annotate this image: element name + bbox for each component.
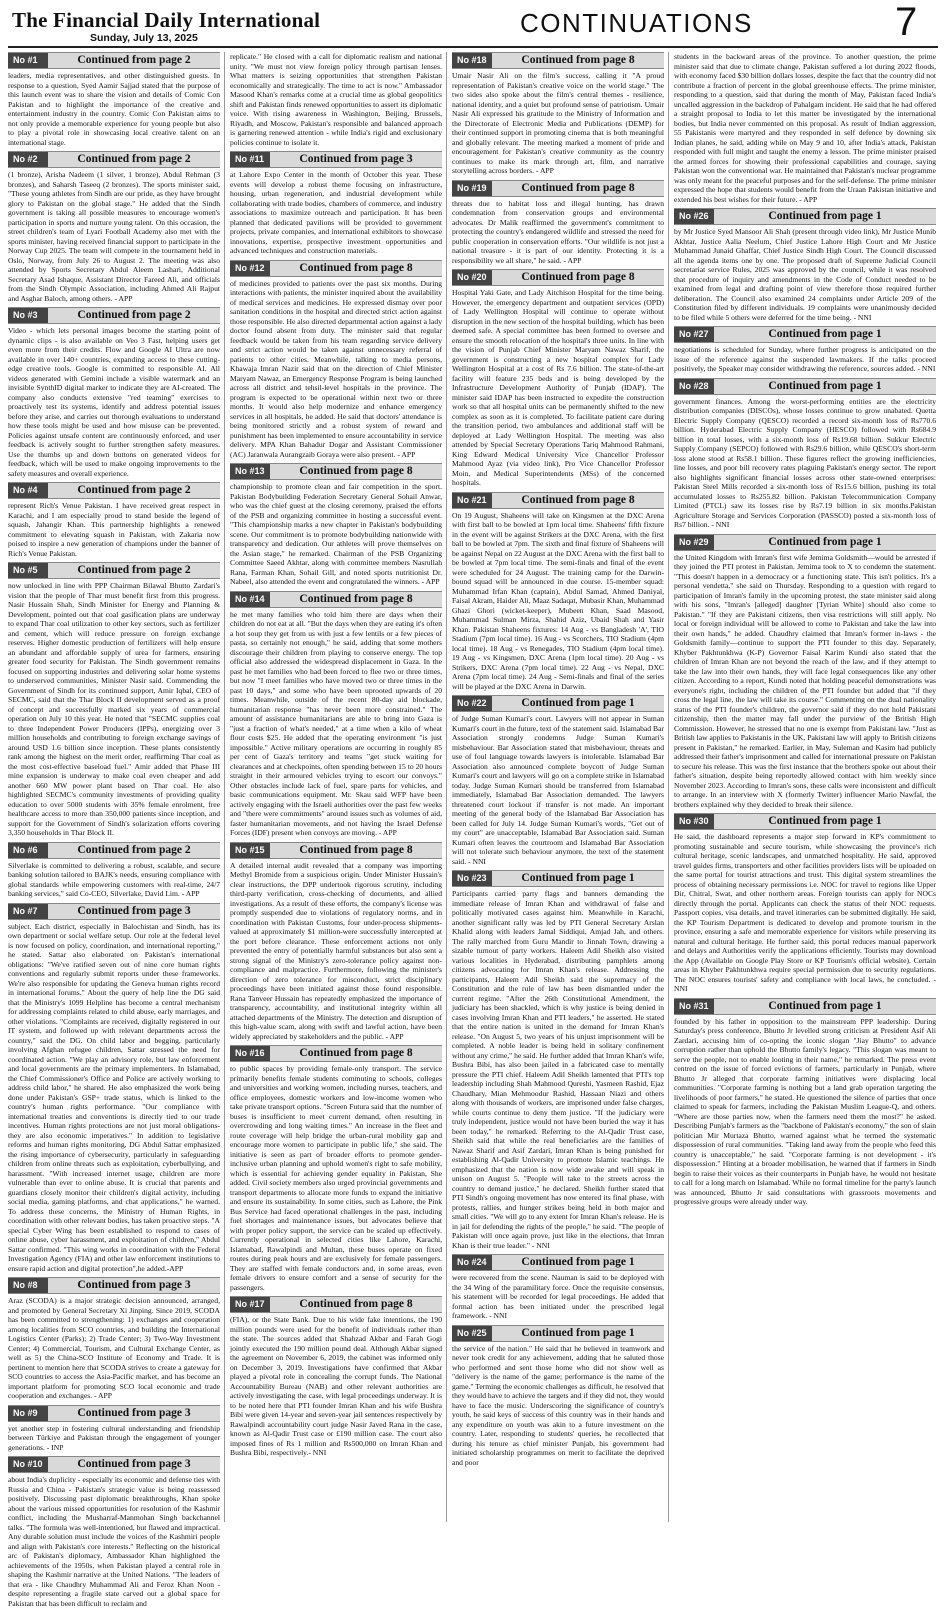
article-body: founded by his father in opposition to the mainstream PPP leadership. During Saturday's press conference, Bhutto Jr levelled strong criticism at President Asif Ali Zardari, accusing him of co-opting the iconic slogan "Jiay Bhutto" to advance corruption rather than uphold the Bhutto family's legacy. "This slogan was meant to serve the people, not to enable looting in their name," he remarked. The press event centred on the issue of forced evictions of farmers, particularly in Punjab, where Bhutto Jr alleged that corporate farming initiatives were displacing local communities. "Corporate farming is nothing but a land grab operation targeting the livelihoods of poor farmers," he stated. He questioned the silence of parties that once claimed to speak for farmers, including the Pakistan Muslim League-Q, and others. "Where are those parties now, when the farmers need them the most?" he asked. Describing Punjab's farmers as the "backbone of Pakistan's economy," the son of slain politician Mir Murtaza Bhutto, warned against what he termed the systematic dispossession of rural communities. "Taking land away from the people who feed this country is unacceptable," he said. "Corporate farming is not development - it's dispossession." Hinting at a broader mobilisation, he warned that if farmers in Sindh begin to raise their voices as their counterparts in Punjab have, he would not hesitate to call for a long march on Islamabad. While no formal timeline for the party's launch was announced, Bhutto Jr said consultations with grassroots movements and progressive groups were already under way. — [674, 1016, 936, 1206]
article — [230, 1296, 442, 1458]
article-body: negotiations is scheduled for Sunday, where further progress is anticipated on the issue of the reference against the suspended lawmakers. If the talks proceed positively, the Speaker may consider withdrawing the reference, sources added. - NNI — [674, 345, 936, 373]
article-header — [8, 842, 220, 859]
column-divider — [668, 52, 669, 1522]
article-header — [674, 378, 936, 395]
article-body: by Mr Justice Syed Mansoor Ali Shah (present through video link), Mr Justice Munib Akhtar, Justice Aalia Neelum, Chief Justice Lahore High Court and Mr Justice Muhammad Junaid Ghaffar, Chief Justice Sindh High Court. The Council discussed all the agenda items one by one. The proposed draft of Supreme Judicial Council secretariat service Rules, 2025 was approved by the council, while it was resolved that procedure of inquiry and amendments in the Code of Conduct needed to be examined from legal and drafting point of view therefore those required further deliberation. The Council also examined 24 complaints under Article 209 of the Constitution filed by different individuals. 19 complaints were unanimously decided to be filed while 5 others were deferred for the time being. - NNI — [674, 227, 936, 322]
article-header — [230, 842, 442, 859]
article-body: Umair Nasir Ali on the film's success, calling it "A proud representation of Pakistan's creative voice on the world stage." The two sides also spoke about the film's central themes - resilience, national identity, and a quiet but profound sense of patriotism. Umair Nasir Ali expressed his gratitude to the Ministry of Information and the Directorate of Electronic Media and Publications (DEMP) for their continued support in promoting cinema that is both meaningful and globally relevant. The meeting marked a moment of pride and encouragement for Pakistan's creative community as the country continues to make its mark through art, film, and narrative storytelling across borders. - APP — [452, 71, 664, 175]
article-number-tag: No #4 — [8, 483, 48, 498]
article-header — [452, 492, 664, 509]
article-body: On 19 August, Shaheens will take on Kingsmen at the DXC Arena with first ball to be bowled at 1pm local time. Shaheens' fifth fixture in the event will be against Strikers at the DXC Arena, with the first ball to be bowled at 7pm. The sixth and final fixture of Shaheens will be against Nepal on 22 August at the DXC Arena with the first ball to be bowled at 7pm local time. The semi-finals and final of the event were scheduled for 24 August. The training camp for the Darwin-bound squad will be announced in due course. 15-member squad: Muhammad Irfan Khan (captain), Abdul Samad, Ahmed Daniyal, Faisal Akram, Haider Ali, Maaz Sadaqat, Mubasir Khan, Muhammad Ghazi Ghori (wicket-keeper), Mubeen Khan, Saad Masood, Muhammad Sulman Mirza, Shahid Aziz, Ubaid Shah and Yasir Khan. Pakistan Shaheens fixtures: 14 Aug - vs Bangladesh 'A', TIO Stadium (7pm local time). 16 Aug - vs Scorchers, TIO Stadium (4pm local time). 18 Aug - vs Renegades, TIO Stadium (4pm local time). 19 Aug - vs Kingsmen, DXC Arena (1pm local time). 20 Aug - vs Strikers, DXC Arena (7pm local time). 22 Aug - vs Nepal, DXC Arena (7pm local time). 24 Aug - Semi-finals and final of the series will be played at the DXC Arena in Darwin. — [452, 510, 664, 691]
article-header — [8, 562, 220, 579]
article-header — [230, 1045, 442, 1062]
continued-from-label: Continued from page 3 — [77, 1406, 191, 1419]
continued-from-label: Continued from page 3 — [299, 153, 413, 165]
section-title: CONTINUATIONS — [520, 8, 753, 38]
article-number-tag: No #20 — [452, 270, 492, 285]
article — [230, 463, 442, 587]
article-body: were recovered from the scene. Nauman is said to be deployed with the 34 Wing of the paramilitary force. Once the requisite consensus, his statement will be recorded for legal proceedings. He added that formal action has been initiated under the prescribed legal framework. - NNI — [452, 1273, 664, 1320]
article-body: Hospital Yaki Gate, and Lady Aitchison Hospital for the time being. However, the emergency department and outpatient services (OPD) of Lady Wellington Hospital will continue to operate without disruption in the new section of the hospital building, which has been deemed safe. A special committee has been formed to oversee and ensure the smooth relocation of the hospital's three units. In line with the vision of Punjab Chief Minister Maryam Nawaz Sharif, the government is constructing a new hospital complex for Lady Wellington Hospital at a cost of Rs 7.6 billion. The state-of-the-art facility will feature 235 beds and is being developed by the Infrastructure Development Authority of Punjab (IDAP). The minister said IDAP has been instructed to expedite the construction work so that all hospital units can be permanently shifted to the new complex as soon as it is completed. To facilitate patient care during the transition period, two ambulances and additional staff will be deployed at Lady Wellington Hospital. The meeting was also attended by Special Secretary Operations Tariq Mahmood Rahmani, King Edward Medical University Vice Chancellor Professor Mahmood Ayaz (via video link), Pro Vice Chancellor Professor Moin, and Medical Superintendents (MSs) of the concerned hospitals. — [452, 288, 664, 487]
article-number-tag: No #18 — [452, 53, 492, 68]
continued-from-label: Continued from page 1 — [768, 379, 882, 392]
article-body: championship to promote clean and fair competition in the sport. Pakistan Bodybuilding Federation Secretary General Sohail Anwar, who was the chief guest at the closing ceremony, praised the efforts of the PSB and organizing committee in hosting a successful event. "This championship marks a new chapter in Pakistan's bodybuilding scene. Our commitment is to promote bodybuilding nationwide with transparency and dedication. Our athletes will prove themselves on the Asian stage," he remarked. Chairman of the PSB Organizing Committee Saeed Akhtar, along with committee members Nasrullah Rana, Farman Khan, Sohail Gill, and noted sports nutritionist Dr. Nabeel, also attended the event and congratulated the winners. - APP — [230, 482, 442, 586]
continued-from-label: Continued from page 8 — [299, 465, 413, 477]
article-body: at Lahore Expo Center in the month of October this year. These events will develop a robust theme focusing on infrastructure, housing, urban regeneration, and industrial development while collaborating with trade bodies, chambers of commerce, and industry associations to maximize outreach and participation. It has been planned that dedicated pavilions will be provided to government projects, private companies, and international exhibitors to showcase innovations, expertise, prospective investment opportunities and advanced techniques and construction materials. — [230, 170, 442, 255]
article — [674, 208, 936, 322]
article — [230, 151, 442, 256]
article-body: the United Kingdom with Imran's first wife Jemima Goldsmith—would be arrested if they joined the PTI protest in Pakistan. Jemima took to X to condemn the statement. "This doesn't happen in a democracy or a functioning state. This isn't politics. It's a personal vendetta," she said on Thursday. Responding to a question with regard to participation of Imran's family in the upcoming protest, the state minister said along with his sons, "Imran's [alleged] daughter [Tyrian White] should also come to Pakistan." "If they are Pakistani citizens, then visa restrictions will still apply. No local or foreign individual will be allowed to come to Pakistan and take the law into their own hands," he added. Chaudhry claimed that Imran's former in-laws - the Goldsmith family—continue to support the PTI founder to this day. Separately, Khyber Pakhtunkhwa (K-P) Governor Faisal Karim Kundi also stated that the children of Imran Khan are not beyond the reach of the law, and if they attempt to take the law into their own hands, they will face legal consequences like any other citizen. According to a report, Kundi noted that holding peaceful demonstrations was everyone's right, including the children of the PTI founder but added that "if they cross the legal line, the law will take its course." Commenting on the dual nationality status of the PTI founder's children, the governor said if they do not hold Pakistani citizenship, then the matter may fall under the purview of the British High Commission. However, he stressed that no one is exempt from Pakistani law. "Just as British law applies to Pakistanis in the UK, Pakistani law will apply to British citizens present in Pakistan," he remarked. Earlier, in May, Suleman and Kasim had publicly addressed their father's imprisonment and called for international pressure on Pakistan to secure his release. This was the first instance that the brothers spoke out about their father's situation, despite being reportedly allowed contact with him weekly since November 2023. According to Imran's sons, these calls were inconsistent and difficult to arrange. In an interview with X (formerly Twitter) influencer Mario Nawfal, the brothers explained why they decided to break their silence. — [674, 552, 937, 809]
article-body: Participants carried party flags and banners demanding the immediate release of Imran Khan and withdrawal of false and politically motivated cases against him. Meanwhile in Karachi, another significant rally was led by PTI General Secretary Arslan Khalid along with leaders Jamal Siddiqui, Amjad Jah, and others. The rally marched from Guru Mandir to Jinnah Town, drawing a sizable turnout of party workers. Haleem Adil Sheikh also visited various localities in Hyderabad, distributing pamphlets among citizens advocating for Imran Khan's release. Addressing the participants, Haleem Adil Sheikh said the supremacy of the Constitution and the rule of law has been dismantled under the current regime. "After the 26th Constitutional Amendment, the judiciary has been shackled, which is why justice is being denied in cases involving Imran Khan and PTI leaders," he asserted. He stated that the entire nation is united in the demand for Imran Khan's release. "On August 5, two years of his unjust imprisonment will be completed. A noble leader is being held in solitary confinement without any crime," he said. He further added that Imran Khan's wife, Bushra Bibi, has also been jailed in a fabricated case to mentally pressure the PTI chief. Haleem Adil Sheikh lamented that PTI's top leadership including Shah Mahmood Qureshi, Yasmeen Rashid, Ejaz Chaudhary, Mian Mehmoodur Rashid, Hassaan Niazi and others along with thousands of workers, are imprisoned under false charges, while courts continue to deny them justice. "If the judiciary were truly independent, justice would not have been buried the way it has been today," he remarked. Referring to the Al-Qadir Trust case, Sheikh said that while the real beneficiaries are the families of Nawaz Sharif and Asif Zardari, Imran Khan is being punished for establishing Al-Qadir University to promote Islamic teachings. He emphasized that the nation is now wide awake and will speak in unison on August 5. "People will take to the streets across the country to demand justice," he declared. Sheikh further stated that PTI Sindh's ongoing movement has now entered its final phase, with protests, rallies, and hunger strikes being held in both major and small cities. "We will go to any extent for Imran Khan's release. He is in jail for defending the rights of the people," he said. "The people of Pakistan will once again prove, just like in the elections, that Imran Khan is their true leader." - NNI — [452, 889, 664, 1250]
continued-from-label: Continued from page 3 — [77, 904, 191, 917]
article-header — [674, 326, 936, 343]
article-number-tag: No #23 — [452, 871, 492, 886]
article-number-tag: No #8 — [8, 1278, 48, 1293]
article-body: (1 bronze), Arisha Nadeem (1 silver, 1 bronze), Abdul Rehman (3 bronzes), and Saharsh Taseeq (2 bronzes). The sports minister said, "These young athletes from Sindh are our pride, as they have brought glory to Pakistan on the global stage." He added that the Sindh government is taking all possible measures to encourage women's participation in sports and nurture young talent. On this occasion, the street children's team of Lyari Football Academy also met with the sports minister, having received financial support to participate in the Norway Cup 2025. The team will compete in the tournament held in Oslo, Norway, from July 26 to August 2. The meeting was also attended by Sports Secretary Abdul Aleem Lashari, Additional Secretary Asad Ishaque, Assistant Director Fareed Ali, and officials from the Sindh Olympic Association, including Ahmed Ali Rajput and Asghar Baloch, among others. - APP — [8, 170, 220, 303]
issue-date: Sunday, July 13, 2025 — [90, 32, 198, 44]
article-number-tag: No #5 — [8, 563, 48, 578]
article-body: replicate." He closed with a call for diplomatic realism and national unity. "We must not view foreign policy through partisan lenses. What matters is seizing opportunities that strengthen Pakistan economically and strategically. The time to act is now." Ambassador Masood Khan's remarks come at a crucial time as global geopolitics shift and Pakistan finds renewed opportunities to assert its diplomatic voice. With rising awareness in Washington, Beijing, Brussels, Riyadh, and Moscow, Pakistan's responsible and balanced approach is garnering renewed attention - while India's rigid and exclusionary policies continue to isolate it. — [230, 52, 442, 147]
article-body: government finances. Among the worst-performing entities are the electricity distribution companies (DISCOs), whose losses continue to grow unabated. Quetta Electric Supply Company (QESCO) recorded a record six-month loss of Rs770.6 billion. Hyderabad Electric Supply Company (HESCO) followed with Rs684.9 billion in total losses, with a six-month loss of Rs19.68 billion. Sukkur Electric Supply Company (SEPCO) followed with Rs29.6 billion, while QESCO's short-term loss alone stood at Rs58.1 billion. These figures reflect the growing inefficiencies, line losses, and poor bill recovery rates plaguing Pakistan's energy sector. The report also highlights significant financial losses across other state-owned enterprises: Pakistan Steel Mills recorded a six-month loss of Rs15.6 billion, pushing its total accumulated losses to Rs255.82 billion. Pakistan Telecommunication Company Limited (PTCL) saw its losses rise by Rs7.19 billion in six months.Pakistan Agriculture Storage and Services Corporation (PASSCO) posted a six-month loss of Rs7 billion. - NNI — [674, 396, 936, 529]
article — [452, 269, 664, 488]
article-number-tag: No #28 — [674, 379, 714, 394]
article-body: of Judge Suman Kumari's court. Lawyers will not appear in Suman Kumari's court in the future, text of the statement said. Islamabad Bar Association strongly condemns Judge Suman Kumari's misbehaviour. Bar Association stated that misbehaviour, threats and use of foul language towards lawyers is intolerable. Islamabad Bar Association also announced complete boycott of Judge Suman Kumari's court and lawyers will go on a complete strike in Islamabad today. Judge Suman Kumari should be transferred from Islamabad immediately, Islamabad Bar Association demanded. The lawyers threatened court lockout if transfer is not made. An important meeting of the general body of the Islamabad Bar Association has been called for July 14. Judge Suman Kumari's words, "Get out of my court" are unacceptable, Islamabad Bar Association said. Suman Kumari often leaves the courtroom and Islamabad Bar Association will not tolerate such behaviour anymore, the text of the statement said. - NNI — [452, 714, 664, 866]
article — [8, 903, 220, 1274]
article-number-tag: No #2 — [8, 152, 48, 167]
article-header — [230, 260, 442, 277]
column-4 — [674, 52, 936, 1522]
article-body: students in the backward areas of the province. To another question, the prime minister said that due to climate change, Pakistan suffered a lot during 2022 floods, with economy faced $30 billion dollars losses, despite the fact that the country did not contribute a fraction of percent in the global greenhouse effects. The prime minister, responding to a question, said that during the month of May, Pakistan faced India's uncalled aggression in the backdrop of Pahalgam incident. He said that he had offered a straight proposal to India to let this matter be investigated by the international bodies, but India never commented on this proposal. As result of Indian aggression, 55 Pakistanis were martyred and they responded in self defence by downing six Indian planes, he said, adding while on May 9 and 10, after India's attack, Pakistan responded with full might and taught the enemy a lesson. The prime minister praised the armed forces for showing their professional capabilities and courage, saying Pakistan won the conventional war. He maintained that Pakistan's nuclear programme was only meant for the peaceful purposes and for the self-defense. The prime minister expressed the hope that students would benefit from the Uraan Pakistan initiative and extended his best wishes for their future. - APP — [674, 52, 936, 204]
article-header — [674, 998, 936, 1015]
article-header — [230, 151, 442, 168]
continued-from-label: Continued from page 8 — [299, 1298, 413, 1310]
article-header — [452, 870, 664, 887]
continued-from-label: Continued from page 2 — [77, 564, 191, 576]
article-number-tag: No #24 — [452, 1255, 492, 1270]
article — [452, 695, 664, 866]
continued-from-label: Continued from page 1 — [521, 1326, 635, 1339]
article-header — [674, 813, 936, 830]
article — [674, 813, 936, 994]
column-2 — [230, 52, 442, 1522]
article-body: yet another step in fostering cultural understanding and friendship between Türkiye and Pakistan through the engagement of younger generations. - INP — [8, 1423, 220, 1452]
article — [230, 1045, 442, 1292]
article — [230, 591, 442, 838]
article-body: He said, the dashboard represents a major step forward in KP's commitment to promoting sustainable and secure tourism, while showcasing the province's rich cultural heritage, scenic landscapes, and unmatched hospitality. He said, approved travel guides firms, transporters and other facilities providers lists will be uploaded on the same portal for tourist attractions and trust. This digital system streamlines the process of obtaining necessary permissions i.e. NOC for travel to regions like Upper Dir, Chitral, Swat, and other northern areas. Foreign tourists can apply for NOCs directly through the portal. Applicants can check the status of their NOC requests. Passport copies, visa details, and travel itineraries can be submitted digitally. He said, the KP Tourism Department is dedicated to develop and promote tourism in the province, ensuring a safe and memorable experience for visitors while preserving its natural and cultural heritage. He further said, this portal reduces manual paperwork and delays and Authorities verify the applications efficiently. Tourists may download the App (Available on Google Play Store or KP Tourism's official website). Certain areas in Khyber Pakhtunkhwa require special permission due to security regulations. The NOC ensures tourists' safety and compliance with local laws, he concluded. - NNI — [674, 832, 936, 993]
continued-from-label: Continued from page 8 — [299, 1047, 413, 1059]
article-header — [230, 591, 442, 608]
article-number-tag: No #19 — [452, 181, 492, 196]
article-number-tag: No #10 — [8, 1457, 48, 1472]
article-number-tag: No #31 — [674, 999, 714, 1014]
page-number: 7 — [895, 0, 918, 44]
article-header — [674, 534, 936, 551]
masthead-rule — [8, 46, 938, 48]
article-number-tag: No #27 — [674, 327, 714, 342]
continued-from-label: Continued from page 2 — [77, 843, 191, 856]
article-number-tag: No #9 — [8, 1406, 48, 1421]
article-body: Video - which lets personal images become the starting point of dynamic clips - is also available on Veo 3 Fast, helping users get even more from their credits. Flow and Google AI Ultra are now available in over 140+ countries, expanding access to these cutting-edge creative tools. Google is committed to responsible AI. All videos generated with Gemini include a visible watermark and an invisible SynthID digital marker to indicate they are AI-created. The company also conducts extensive "red teaming" exercises to proactively test its systems, identify and address potential issues before they arise, and carries out thorough evaluations to understand how these tools might be used and how misuse can be prevented. Policies against unsafe content are continuously enforced, and user feedback is actively sought to further strengthen safety measures. Use the thumbs up and down buttons on generated videos for feedback, which will be used to make ongoing improvements to the safety measures and overall experience. — [8, 326, 220, 478]
article — [230, 52, 442, 147]
article-header — [452, 180, 664, 197]
article — [674, 52, 936, 204]
article-body: (FIA), or the State Bank. Due to his wide fake intentions, the 190 million pounds were used for the benefit of individuals rather than the state. The sources added that Shahzad Akbar and Farah Gogi jointly executed the 190 million pound deal. Although Akbar signed the agreement on November 6, 2019, the cabinet was informed only on December 3, 2019. Investigations have confirmed that Akbar played a pivotal role in concealing the corrupt funds. The National Accountability Bureau (NAB) and other relevant authorities are actively investigating the case, with legal proceedings underway. It is to be noted here that PTI founder Imran Khan and his wife Bushra Bibi were given 14-year and seven-year jail sentences respectively by Rawalpindi accountability court judge Nasir Javed Rana in the case, known as Al-Qadir Trust case or £190 million case. The court also imposed fines of Rs 1 million and Rs500,000 on Imran Khan and Bushra Bibi, respectively.- NNI — [230, 1315, 442, 1457]
continued-from-label: Continued from page 1 — [768, 535, 882, 548]
article-number-tag: No #17 — [230, 1297, 270, 1312]
paper-name: The Financial Daily International — [12, 8, 321, 32]
article-header — [8, 1456, 220, 1473]
article-header — [8, 151, 220, 168]
article-body: now unlocked in line with PPP Chairman Bilawal Bhutto Zardari's vision that the people of Thar must benefit first from this progress. Nasir Hussain Shah, Sindh Minister for Energy and Planning & Development, pointed out that coal gasification plans are underway to expand Thar coal utilization to other key sectors, such as fertilizer and cement, which will reduce pressure on foreign exchange reserves. Higher domestic production of fertilizers will help ensure an abundant and affordable supply of urea for farmers, ensuring greater food security for Pakistan. The Sindh government remains focused on supporting industries and delivering solar home systems to underserved communities, Minister Nasir said. Commending the Government of Sindh for its continued support, Amir Iqbal, CEO of SECMC, said that the Thar Block II development served as a proof of concept and successfully marked six years of commercial operation on July 10 this year. He noted that "SECMC supplies coal to three Independent Power Producers (IPPs), energizing over 3 million households and contributing to foreign exchange savings of around USD 1.6 billion since inception. These plants consistently rank among the highest on the merit order, reaffirming Thar coal as the most cost-effective baseload fuel." Amir added that Phase III mine expansion is underway to make coal even cheaper and add another 660 MW power plant based on Thar coal. He also highlighted SECMC's community investments of providing quality education to over 5000 students with 35% female enrolment, free healthcare access to more than 350,000 patients since inception, and support for the Government of Sindh's solarization efforts covering 3,350 households in Thar Block II. — [8, 581, 220, 837]
article — [674, 378, 936, 530]
article-header — [452, 695, 664, 712]
article-number-tag: No #26 — [674, 209, 714, 224]
continued-from-label: Continued from page 1 — [521, 697, 635, 709]
article-body: subject. Each district, especially in Balochistan and Sindh, has its own department or social welfare setup. Our role at the federal level is now focused on policy, coordination, and international reporting," he stated. Sattar also elaborated on Pakistan's international obligations: "We've ratified seven out of nine core human rights conventions and regularly submit reports under these frameworks. We're also responsible for updating the Geneva human rights record in international forums." About the query of help line the DG said that the Ministry's 1099 Helpline has become a central mechanism for addressing complaints related to child abuse, early marriages, and other violations. "Complaints are received, digitally registered in our IT system, and followed up with relevant departments across the country," said the DG. On child labor and begging, particularly involving Afghan refugee children, Sattar stressed the need for coordinated action. "We play an advisory role, but law enforcement and local governments are the primary implementers. In Islamabad, the Chief Commissioner's Office and Police are actively working to address child labor," he shared. He also emphasized the work being done under Pakistan's GSP+ trade status, which is linked to the country's human rights performance. "Our compliance with international treaties and conventions is directly tied to our trade incentives. Human rights protections are not just moral obligations-they are also economic imperatives." In addition to legislative reforms and human rights monitoring, DG Abdul Sattar emphasized the rising importance of cybersecurity, particularly in safeguarding children from online threats such as exploitation, cyberbullying, and harassment. "With increased internet usage, children are more vulnerable than ever to online abuse. It is crucial that parents and guardians closely monitor their children's digital activity, including social media, gaming platforms, and chat applications," he warned. To address these concerns, the Ministry of Human Rights, in coordination with other relevant bodies, has taken proactive steps. "A special Cyber Wing has been established to respond to cases of online abuse, cyber harassment, and exploitation of children," Abdul Sattar confirmed. "This wing works in coordination with the Federal Investigation Agency (FIA) and other law enforcement institutions to ensure rapid action and digital protection",he added.-APP — [8, 921, 220, 1273]
continued-from-label: Continued from page 2 — [77, 54, 191, 66]
article — [8, 1277, 220, 1401]
continued-from-label: Continued from page 8 — [521, 54, 635, 66]
article — [452, 870, 664, 1250]
article — [452, 492, 664, 692]
continued-from-label: Continued from page 1 — [521, 1256, 635, 1268]
article-header — [452, 52, 664, 69]
continued-from-label: Continued from page 3 — [77, 1458, 191, 1470]
article-header — [8, 482, 220, 499]
continued-from-label: Continued from page 1 — [768, 999, 882, 1012]
article — [452, 1254, 664, 1321]
column-1 — [8, 52, 220, 1608]
continued-from-label: Continued from page 8 — [299, 843, 413, 856]
article-number-tag: No #3 — [8, 308, 48, 323]
article-number-tag: No #16 — [230, 1046, 270, 1061]
article — [8, 307, 220, 478]
article-number-tag: No #25 — [452, 1326, 492, 1341]
article — [8, 1456, 220, 1608]
article-number-tag: No #15 — [230, 843, 270, 858]
article-number-tag: No #1 — [8, 53, 48, 68]
article — [674, 534, 936, 810]
article-header — [230, 1296, 442, 1313]
article-header — [8, 1277, 220, 1294]
continued-from-label: Continued from page 1 — [768, 815, 882, 827]
article-number-tag: No #6 — [8, 843, 48, 858]
article-number-tag: No #30 — [674, 814, 714, 829]
article-body: Silverlake is committed to delivering a robust, scalable, and secure banking solution tailored to BAJK's needs, ensuring compliance with global standards while empowering customers with real-time, 24/7 banking services," said Co-CEO, Silverlake, David Lim. - APP — [8, 860, 220, 898]
article-header — [8, 1405, 220, 1422]
article-body: to public spaces by providing female-only transport. The service primarily benefits female students commuting to schools, colleges and universities and working women, including nurses, teachers, and office employees, domestic workers and low-income women who take private transport options. "Screen Futura said that the number of buses is insufficient to meet current demand, often resulting in overcrowding and long waiting times." An increase in the fleet and route coverage will help bridge the urban-rural mobility gap and encourage more women to participate in public life," she said. The initiative is seen as part of broader efforts to promote gender-inclusive urban planning and uphold women's right to safe mobility, which is essential for achieving gender equality in Pakistan, She added. Civil society members also urged provincial governments and transport departments to allocate more funds to expand the initiative and ensure its sustainability. In some cities, such as Lahore, the Pink Bus Service had faced operational challenges in the past, including fuel shortages and maintenance issues, but advocates believe that with proper policy support, the service can be scaled up effectively. Currently operational in selected cities like Lahore, Karachi, Islamabad, Rawalpindi and Multan, these buses operate on fixed routes during peak hours and are exclusively for female passengers. They are staffed with female conductors and, in some areas, even female drivers to ensure comfort and a sense of security for the passengers. — [230, 1064, 442, 1292]
article-body: Araz (SCODA) is a major strategic decision announced, arranged, and promoted by General Secretary Xi Jinping. Since 2019, SCODA has been committed to strengthening: 1) exchanges and cooperation among localities from SCO countries, and building the International Logistics Center (Parks); 2) Trade Center; 3) Two-Way Investment Center; 4) Commercial, Tourism, and Cultural Exchange Center, as well as 5) the China-SCO Institute of Economy and Trade. It is pertinent to mention here that SCODA strives to create a gateway for SCO countries to access the Asia-Pacific market, and has become an important platform for promoting SCO local economic and trade cooperation and exchanges. - APP — [8, 1296, 220, 1400]
article-body: he met many families who told him there are days when their children do not eat at all. "But the days when they are eating it's often a hot soup they get from us with just a few lentils or a few pieces of pasta, so certainly not enough," he said, adding that some mothers discourage their children from playing to conserve energy. The top official also addressed the widespread displacement in Gaza. In the past he met families who had been forced to flee two or three times, but now "I meet families who have moved two or three times in the past 10 days," and some who have been uprooted upwards of 20 times. Meanwhile, outside of the recent 80-day aid blockade, humanitarian response "has never been more constrained." The amount of assistance humanitarians are able to bring into Gaza is "just a fraction of what's needed," at a time when a kilo of wheat flour costs $25. He added that the operating environment "is just impossible." Active military operations are occurring in roughly 85 per cent of Gaza's territory and teams "get stuck waiting for clearances and at checkpoints, often spending between 15 to 20 hours straight in their armoured vehicles trying to escort our convoys." Other obstacles include lack of fuel, spare parts for vehicles, and basic communications equipment. Mr. Skau said WFP have been actively engaging with the Israeli authorities over the past few weeks and "there were commitments" around issues such as volumes of aid, faster humanitarian movements, and not having the Israel Defense Forces (IDF) present when convoys are moving. - APP — [230, 609, 442, 837]
article-number-tag: No #12 — [230, 261, 270, 276]
masthead — [0, 0, 945, 48]
continued-from-label: Continued from page 8 — [521, 271, 635, 283]
article — [8, 52, 220, 147]
article-number-tag: No #7 — [8, 904, 48, 919]
article — [8, 562, 220, 838]
article-header — [452, 1325, 664, 1342]
article — [8, 482, 220, 558]
article-number-tag: No #11 — [230, 152, 270, 167]
column-divider — [446, 52, 447, 1522]
article — [452, 180, 664, 266]
article-body: the service of the nation." He said that he believed in teamwork and never took credit for any achievement, adding that he saluted those who performed and sent those home who did not show well as "delivery is the name of the game; performance is the name of the game." Terming the economic challenges as difficult, he resolved that they would have to achieve the targets and if they did not, they would have to face the music. Underscoring the significance of country's youth, he said keys of success of this country was in their hands and any expenditure on youth was akin to a future investment on the country. Later, responding to students' queries, he recollected that during his tenure as chief minister Punjab, his government had initiated scholarship programmes on merit to facilitate the deprived and poor — [452, 1343, 664, 1467]
article — [8, 1405, 220, 1453]
article — [452, 52, 664, 176]
continued-from-label: Continued from page 2 — [77, 309, 191, 321]
article-number-tag: No #21 — [452, 493, 492, 508]
continued-from-label: Continued from page 1 — [521, 872, 635, 884]
article — [230, 260, 442, 460]
continued-from-label: Continued from page 2 — [77, 484, 191, 496]
article-header — [8, 903, 220, 920]
article-header — [230, 463, 442, 480]
continued-from-label: Continued from page 8 — [299, 261, 413, 274]
continued-from-label: Continued from page 1 — [768, 328, 882, 340]
column-divider — [224, 52, 225, 1522]
continued-from-label: Continued from page 3 — [77, 1279, 191, 1291]
article-header — [674, 208, 936, 225]
continued-from-label: Continued from page 8 — [521, 181, 635, 194]
article-header — [8, 52, 220, 69]
article-body: represent Rich's Venue Pakistan. I have received great respect in Karachi, and I am especially proud to stand beside the legend of squash, Jahangir Khan. This partnership highlights a renewed commitment to elevating squash in Pakistan, with Zakaria now poised to inspire a new generation of champions under the banner of Rich's Venue Pakistan. — [8, 501, 220, 558]
article — [452, 1325, 664, 1468]
continued-from-label: Continued from page 2 — [77, 153, 191, 165]
article-number-tag: No #14 — [230, 592, 270, 607]
article-body: about India's duplicity - especially its economic and defense ties with Russia and China - Pakistan's strategic value is being reassessed positively. Discussing past diplomatic breakthroughs, Khan spoke about the various missed opportunities for resolution of the Kashmir conflict, including the Musharraf-Manmohan Singh backchannel talks. "The formula was well-intentioned, but flawed and impractical. Any durable solution must include the voices of the Kashmiri people and align with Pakistan's core interests." Reflecting on the historical arc of Pakistan's diplomacy, Ambassador Khan highlighted the achievements of the 1950s, when Pakistan played a central role in shaping the Kashmir narrative at the United Nations. "The leaders of that era - like Chaudhry Muhammad Ali and Feroz Khan Noon - despite representing a fragile state carved out a global space for Pakistan that has been difficult to reclaim and — [8, 1475, 220, 1608]
article — [8, 842, 220, 899]
continued-from-label: Continued from page 8 — [299, 592, 413, 605]
article — [8, 151, 220, 303]
article-number-tag: No #29 — [674, 535, 714, 550]
article-number-tag: No #13 — [230, 464, 270, 479]
article — [674, 326, 936, 374]
continued-from-label: Continued from page 8 — [521, 493, 635, 506]
article-header — [452, 1254, 664, 1271]
article-body: threats due to habitat loss and illegal hunting, has drawn condemnation from conservation groups and environmental advocates. Dr Malik reaffirmed the government's commitment to protecting the country's endangered wildlife and stressed the need for public cooperation in conservation efforts. "Our wildlife is not just a national treasure - it is part of our identity. Protecting it is a responsibility we all share," he said. - APP — [452, 198, 664, 265]
article — [230, 842, 442, 1042]
continued-from-label: Continued from page 1 — [768, 210, 882, 222]
article-body: of medicines provided to patients over the past six months. During interactions with patients, the minister inquired about the availability of medical services and medicines. He expressed dismay over poor sanitation conditions in the hospital and directed strict action against those responsible. He also directed departmental action against a lady doctor found absent from duty. The minister said that regular feedback would be taken from his team regarding service delivery and strict action would be taken against unnecessary referral of patients to other cities. Meanwhile, talking to media persons, Khawaja Imran Nazir said that on the direction of Chief Minister Maryam Nawaz, an Emergency Response Program is being launched across all district and tehsil-level hospitals in the province. The program is expected to be operational within next two or three months. It would also help modernize and enhance emergency services in all hospitals, he added. He said that doctors' attendance is being monitored strictly and a robust system of reward and punishment has been implemented to ensure accountability in service delivery. MPA Khan Bahadur Dogar and Assistant Commissioner (AC) Jaranwala Aurangzaib Goraya were also present. - APP — [230, 278, 442, 459]
article-body: A detailed internal audit revealed that a company was importing Methyl Bromide from a suspicious origin. Under Minister Hussain's clear instructions, the DPP undertook rigorous scrutiny, including third-party verification, cross-checking of documents, and allied investigations. As a result of these efforts, the company's license was promptly suspended due to violations of regulatory norms, and in coordination with Pakistan Customs, four under-process shipments-valued at approximately $1 million-were successfully intercepted at the port before clearance. These enforcement actions not only prevented the entry of potentially harmful substances but also sent a strong signal of the Ministry's zero-tolerance policy against non-compliance and malpractice. Furthermore, following the minister's direction of zero tolerance for misconduct, strict disciplinary proceedings have been initiated against those found responsible. Rana Tanveer Hussain has repeatedly emphasized the importance of transparency, accountability, and institutional integrity within all attached departments of the Ministry. The detection and disruption of this high-value scam, along with swift and lawful action, have been widely appreciated by stakeholders and the public. - APP — [230, 860, 442, 1041]
article-header — [452, 269, 664, 286]
article — [674, 998, 936, 1207]
article-number-tag: No #22 — [452, 696, 492, 711]
column-3 — [452, 52, 664, 1522]
article-header — [8, 307, 220, 324]
article-body: leaders, media representatives, and other distinguished guests. In response to a question, Syed Aamir Sajjad stated that the purpose of this launch event was to share the vision and details of Comic Con Pakistan and to highlight the importance of the creative and entertainment industry in the country. Comic Con Pakistan aims to not only provide a memorable experience for young people but also to play a pivotal role in showcasing local creative talent on an international stage. — [8, 71, 220, 147]
